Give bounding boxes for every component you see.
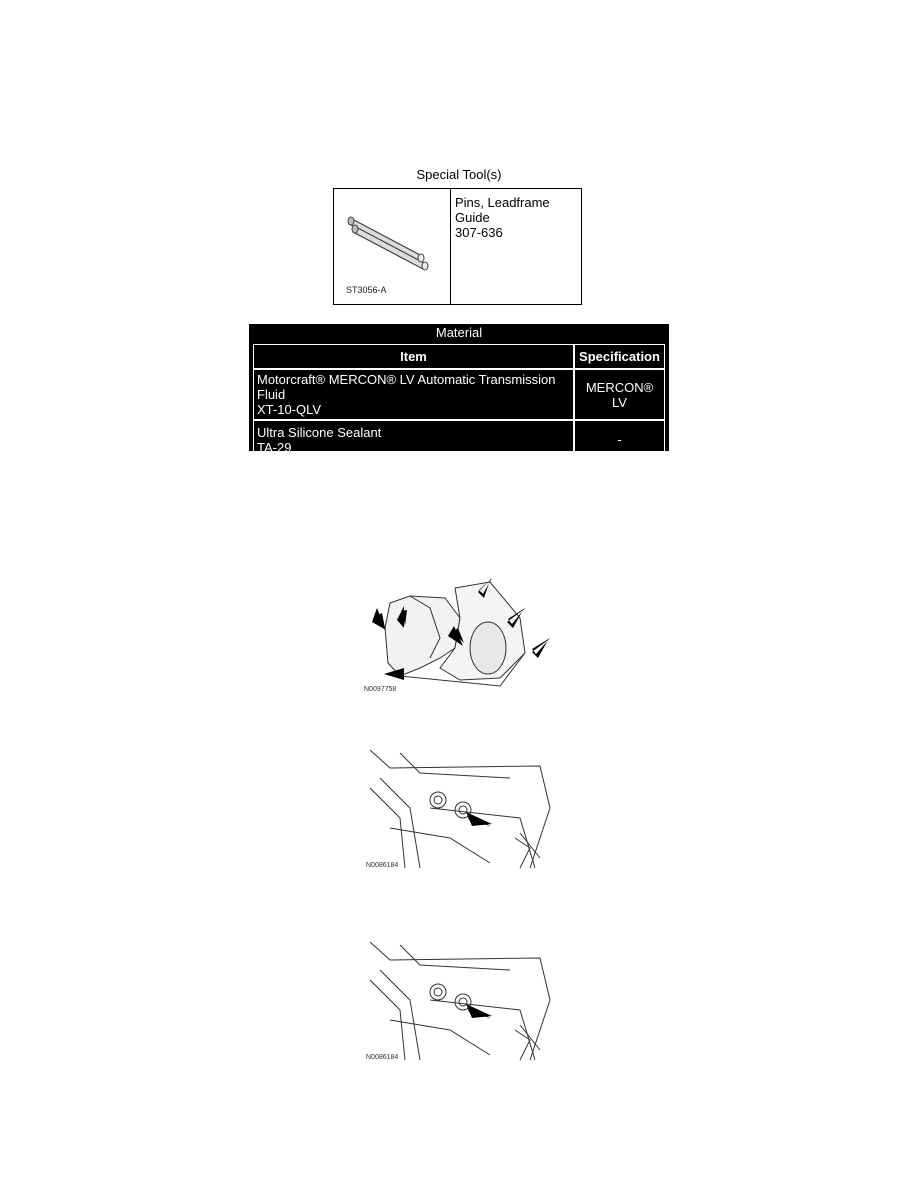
- figure-code: N0086184: [366, 862, 399, 869]
- tool-description-cell: [451, 189, 581, 304]
- figure-drain-plug: [360, 940, 560, 1065]
- material-table: [249, 324, 669, 455]
- cover-fasteners-illustration: [360, 568, 560, 698]
- figure-drain-plug: [360, 748, 560, 873]
- tool-name: Pins, Leadframe Guide: [455, 195, 550, 225]
- material-item-name: Ultra Silicone Sealant: [257, 424, 382, 440]
- material-item-code: TA-29: [257, 439, 292, 455]
- drain-plug-illustration: [360, 940, 560, 1065]
- tool-image-cell: [334, 189, 451, 304]
- material-item-code: XT-10-QLV: [257, 402, 322, 417]
- material-row: [253, 369, 665, 420]
- specification-header: Specification: [574, 344, 665, 369]
- material-specification: -: [574, 420, 665, 459]
- item-header: Item: [253, 344, 574, 369]
- material-specification: MERCON® LV: [574, 369, 665, 420]
- material-item: [253, 420, 574, 459]
- material-title: Material: [435, 325, 483, 340]
- drain-plug-illustration: [360, 748, 560, 873]
- material-item-name: Motorcraft® MERCON® LV Automatic Transmission Fluid: [257, 372, 556, 402]
- tool-image-code: ST3056-A: [346, 285, 387, 295]
- special-tools-table: [333, 188, 582, 305]
- material-grid: [253, 344, 665, 459]
- figure-cover-fasteners: [360, 568, 560, 698]
- material-row: [253, 420, 665, 459]
- material-item: [253, 369, 574, 420]
- figure-code: N0086184: [366, 1054, 399, 1061]
- figure-code: N0097758: [364, 686, 397, 693]
- special-tools-caption: Special Tool(s): [416, 167, 502, 182]
- material-header-row: [253, 344, 665, 369]
- tool-number: 307-636: [455, 225, 503, 240]
